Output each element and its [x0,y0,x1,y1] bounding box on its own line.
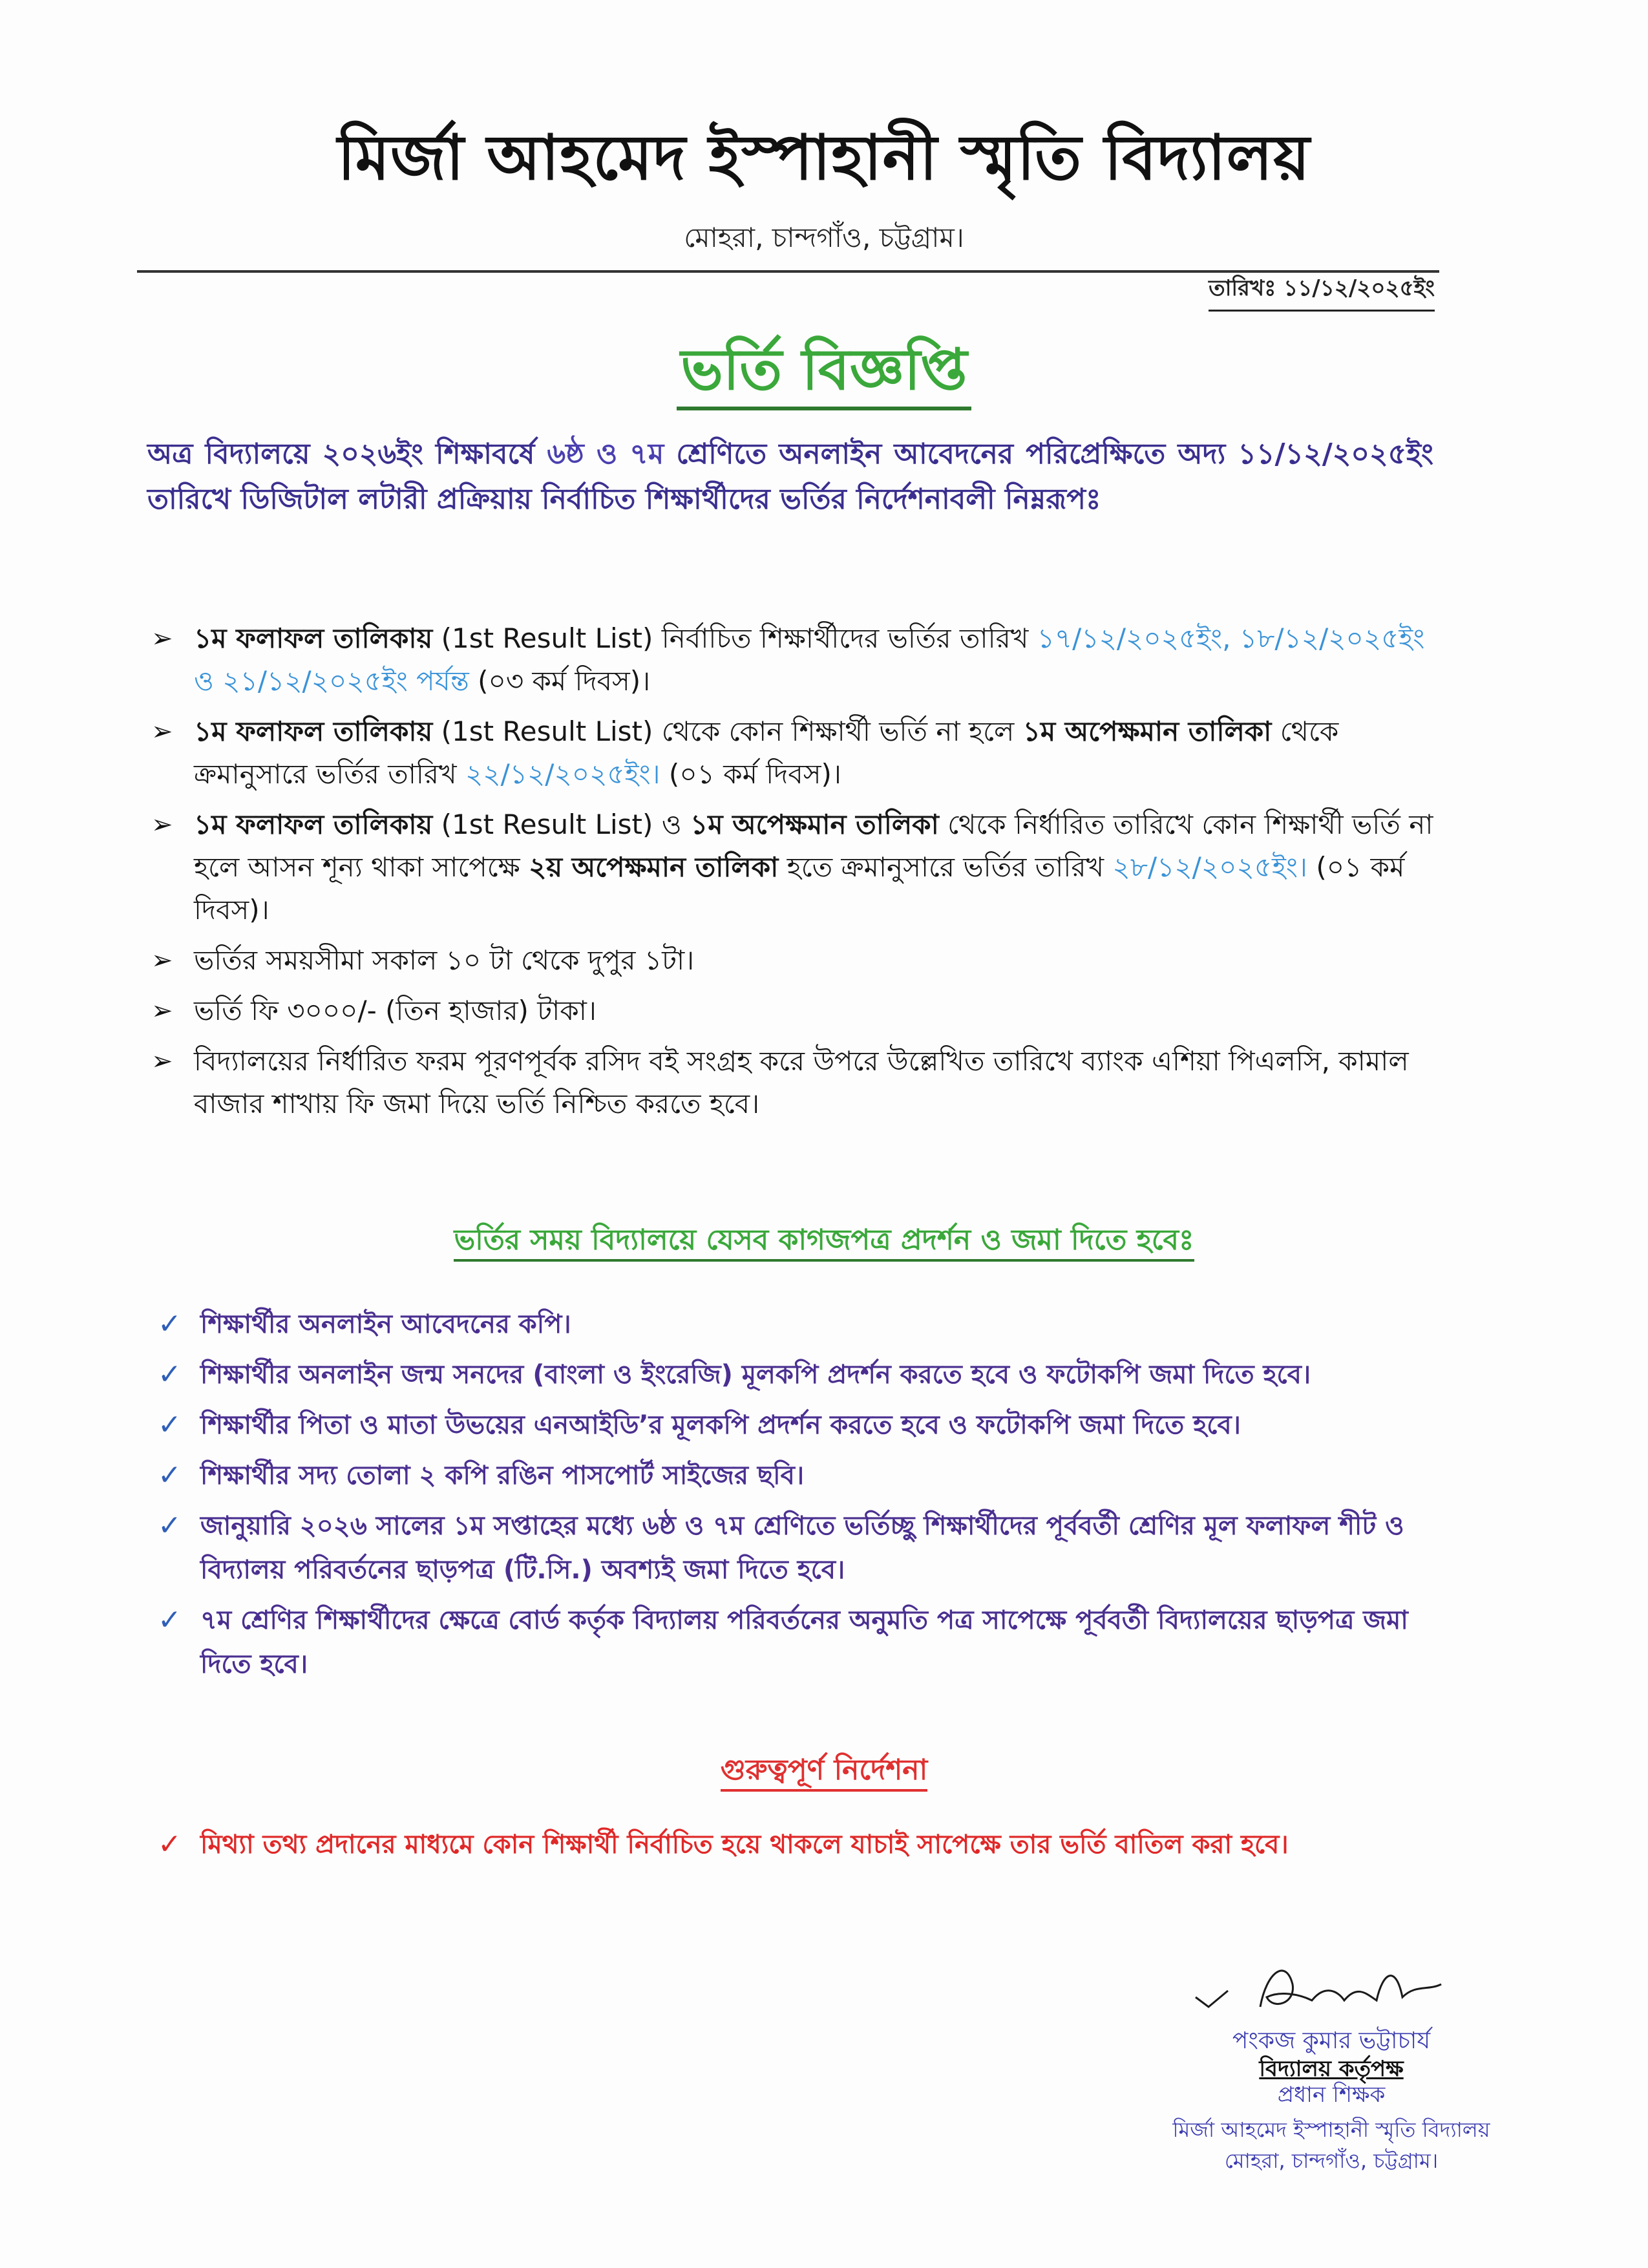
documents-heading-text: ভর্তির সময় বিদ্যালয়ে যেসব কাগজপত্র প্রদর্শন ও জমা দিতে হবেঃ [454,1224,1194,1262]
arrow-bullet-icon: ➢ [151,810,173,840]
documents-heading [0,1218,1648,1266]
document-text: শিক্ষার্থীর সদ্য তোলা ২ কপি রঙিন পাসপোর্ট সাইজের ছবি। [200,1461,805,1490]
arrow-bullet-icon: ➢ [151,946,173,975]
signature-block [1137,2026,1525,2176]
rule-text: বিদ্যালয়ের নির্ধারিত ফরম পূরণপূর্বক রসিদ বই সংগ্রহ করে উপরে উল্লেখিত তারিখে ব্যাংক এশিয়া পিএলসি, কামাল বাজার শাখায় ফি জমা দিয়ে ভর্তি নিশ্চিত করতে হবে। [194,1045,1409,1119]
document-item [155,1353,1441,1397]
rule-item [147,617,1440,703]
important-heading-text: গুরুত্বপূর্ণ নির্দেশনা [721,1754,928,1792]
rule-bold: ১ম অপেক্ষমান তালিকা [1022,715,1272,747]
arrow-bullet-icon: ➢ [151,996,173,1026]
signatory-designation: প্রধান শিক্ষক [1277,2082,1386,2108]
rule-text: থেকে ক্রমানুসারে ভর্তির তারিখ [194,715,1339,790]
rule-text: (1st Result List) থেকে কোন শিক্ষার্থী ভর্তি না হলে [432,715,1023,747]
notice-title [0,326,1648,421]
signatory-name: পংকজ কুমার ভট্টাচার্য [1232,2028,1431,2054]
rule-text: (1st Result List) ও [432,809,690,840]
rule-text: (০৩ কর্ম দিবস)। [469,665,651,697]
arrow-bullet-icon: ➢ [151,1046,173,1076]
important-item [155,1823,1441,1867]
document-item [155,1504,1441,1592]
signatory-authority: বিদ্যালয় কর্তৃপক্ষ [1259,2056,1404,2082]
documents-list [155,1302,1441,1693]
document-text: ৭ম শ্রেণির শিক্ষার্থীদের ক্ষেত্রে বোর্ড কর্তৃক বিদ্যালয় পরিবর্তনের অনুমতি পত্র সাপেক্ষে পূর্ববর্তী বিদ্যালয়ের ছাড়পত্র জমা দিতে হবে। [200,1606,1408,1679]
arrow-bullet-icon: ➢ [151,717,173,747]
stamp-school-name: মির্জা আহমেদ ইস্পাহানী স্মৃতি বিদ্যালয় [1172,2117,1490,2142]
important-text: মিথ্যা তথ্য প্রদানের মাধ্যমে কোন শিক্ষার্থী নির্বাচিত হয়ে থাকলে যাচাই সাপেক্ষে তার ভর্তি বাতিল করা হবে। [200,1830,1289,1860]
checkmark-icon: ✓ [158,1459,182,1492]
checkmark-icon: ✓ [158,1604,182,1637]
arrow-bullet-icon: ➢ [151,624,173,653]
important-heading [0,1748,1648,1796]
rule-text: ভর্তির সময়সীমা সকাল ১০ টা থেকে দুপুর ১টা। [194,944,695,976]
admission-rules-list [147,617,1440,1133]
rule-item [147,803,1440,931]
stamp-school-address: মোহরা, চান্দগাঁও, চট্টগ্রাম। [1224,2148,1439,2173]
rule-dates: ২৮/১২/২০২৫ইং। [1112,851,1307,883]
rule-text: হতে ক্রমানুসারে ভর্তির তারিখ [778,851,1113,883]
checkmark-icon: ✓ [158,1828,182,1861]
rule-dates: ১৭/১২/২০২৫ইং, ১৮/১২/২০২৫ইং ও ২১/১২/২০২৫ইং পর্যন্ত [194,622,1425,697]
checkmark-icon: ✓ [158,1358,182,1391]
document-item [155,1302,1441,1346]
checkmark-icon: ✓ [158,1308,182,1341]
intro-class-highlight: ৬ষ্ঠ ও ৭ম [547,438,664,471]
rule-item [147,990,1440,1032]
rule-text: (০১ কর্ম দিবস)। [194,851,1405,926]
intro-paragraph [147,432,1433,522]
school-address: মোহরা, চান্দগাঁও, চট্টগ্রাম। [684,222,964,253]
rule-text: ভর্তি ফি ৩০০০/- (তিন হাজার) টাকা। [194,995,597,1026]
checkmark-icon: ✓ [158,1509,182,1542]
school-name: মির্জা আহমেদ ইস্পাহানী স্মৃতি বিদ্যালয় [337,122,1311,194]
rule-text: থেকে নির্ধারিত তারিখে কোন শিক্ষার্থী ভর্তি না হলে আসন শূন্য থাকা সাপেক্ষে [194,809,1433,883]
document-text: শিক্ষার্থীর অনলাইন আবেদনের কপি। [200,1309,571,1339]
rule-bold: ১ম ফলাফল তালিকায় [194,715,433,747]
rule-item [147,710,1440,796]
rule-item [147,1040,1440,1125]
document-text: শিক্ষার্থীর পিতা ও মাতা উভয়ের এনআইডি’র মূলকপি প্রদর্শন করতে হবে ও ফটোকপি জমা দিতে হবে। [200,1410,1241,1440]
rule-text: (০১ কর্ম দিবস)। [660,758,841,790]
handwritten-signature [1189,1945,1461,2023]
rule-text: (1st Result List) নির্বাচিত শিক্ষার্থীদের ভর্তির তারিখ [432,622,1037,654]
intro-part1: অত্র বিদ্যালয়ে ২০২৬ইং শিক্ষাবর্ষে [147,438,547,471]
document-text: শিক্ষার্থীর অনলাইন জন্ম সনদের (বাংলা ও ইংরেজি) মূলকপি প্রদর্শন করতে হবে ও ফটোকপি জমা দিতে হবে। [200,1360,1311,1390]
checkmark-icon: ✓ [158,1408,182,1441]
rule-bold: ১ম অপেক্ষমান তালিকা [690,809,939,840]
notice-title-text: ভর্তি বিজ্ঞপ্তি [677,336,971,410]
notice-date: তারিখঃ ১১/১২/২০২৫ইং [1209,271,1435,312]
document-text: জানুয়ারি ২০২৬ সালের ১ম সপ্তাহের মধ্যে ৬ষ্ঠ ও ৭ম শ্রেণিতে ভর্তিচ্ছু শিক্ষার্থীদের পূর্ববর্তী শ্রেণির মূল ফলাফল শীট ও বিদ্যালয় পরিবর্তনের ছাড়পত্র (টি.সি.) অবশ্যই জমা দিতে হবে। [200,1511,1404,1585]
document-item [155,1454,1441,1498]
document-item [155,1403,1441,1447]
important-list [155,1823,1441,1867]
intro-part2: শ্রেণিতে অনলাইন আবেদনের পরিপ্রেক্ষিতে অদ্য ১১/১২/২০২৫ইং তারিখে ডিজিটাল লটারী প্রক্রিয়ায় নির্বাচিত শিক্ষার্থীদের ভর্তির নির্দেশনাবলী নিম্নরূপঃ [147,438,1433,516]
rule-dates: ২২/১২/২০২৫ইং। [465,758,660,790]
rule-bold: ১ম ফলাফল তালিকায় [194,622,433,654]
document-item [155,1598,1441,1686]
rule-bold: ২য় অপেক্ষমান তালিকা [529,851,779,883]
rule-bold: ১ম ফলাফল তালিকায় [194,809,433,840]
rule-item [147,939,1440,982]
